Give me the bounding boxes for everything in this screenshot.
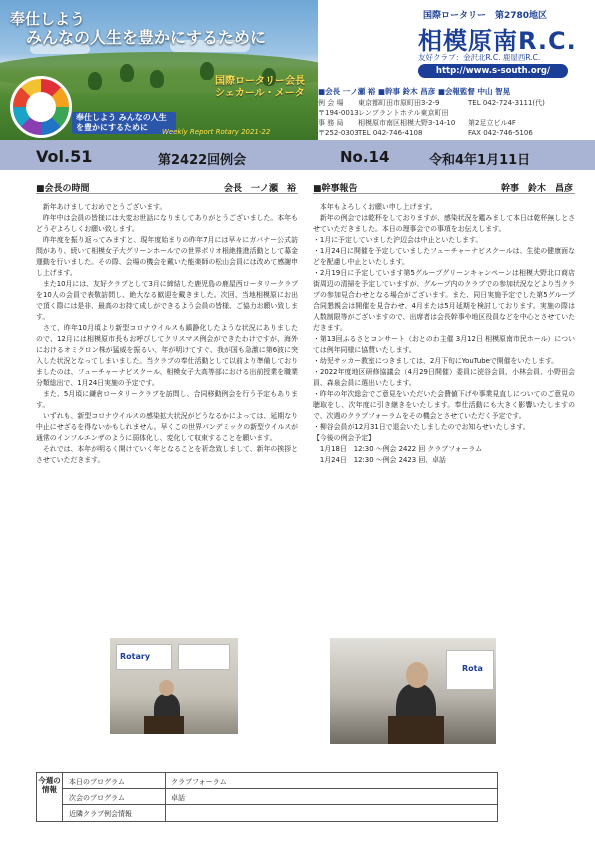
program-key: 本日のプログラム (69, 778, 125, 786)
paragraph: 新年あけましておめでとうございます。 (36, 203, 167, 211)
motto-line2: みんなの人生を豊かにするために (26, 28, 267, 47)
section-author: 会長 一ノ瀬 裕 (223, 184, 296, 194)
program-key: 近隣クラブ例会情報 (69, 810, 132, 818)
article-body (36, 202, 298, 466)
secretary-column (313, 178, 575, 466)
weekly-report-label: Weekly Report Rotary 2021-22 (162, 128, 271, 136)
volume-number: Vol.51 (36, 147, 93, 166)
paragraph: ・2月19日に予定しています第5グループグリーンキャンペーンは相模大野北口商店街周辺の清掃を予定していますが、グループ内のクラブでの参加状況などより当クラブの参加見合わせとなる場合がございます。また、同日実施予定でした第5グループ合同懇親会は開催を見合わせ、4月または5月延期を検討しております。実施の際は人数制限等がございますので、出席者は会長幹事や地区役員などを中心とさせていただきます。 (313, 269, 575, 332)
table-row (63, 805, 497, 821)
paragraph: ・柳谷会員が12月31日で退会いたしましたのでお知らせいたします。 (313, 423, 530, 431)
sister-clubs: 友好クラブ：金沢北R.C. 鹿屋西R.C. (418, 53, 541, 62)
program-value: 卓話 (171, 794, 185, 802)
section-header (36, 178, 298, 194)
rotary-theme-logo-icon (10, 76, 72, 138)
club-header (318, 0, 595, 140)
paragraph: また10月には、友好クラブとして3月に締結した鹿児島の鹿屋西ロータリークラブを10人の会員で表敬訪問し、絶大なる歓迎を戴きました。次回、当地相模原にお出で頂く際には是非、最高のお持て成しができるよう会員の皆様、ご協力お願い致します。 (36, 280, 298, 321)
table-row (63, 789, 497, 805)
paragraph: また、5月頃に鎌倉ロータリークラブを訪問し、合同移動例会を行う予定もあります。 (36, 390, 298, 409)
section-title: ■会長の時間 (36, 184, 90, 194)
info-row: 事 務 局 相模原市南区相模大野3-14-10 第2足立ビル4F (318, 119, 516, 127)
info-row: 例 会 場 東京都町田市原町田3-2-9 TEL 042-724-3111(代) (318, 99, 545, 107)
secretary-photo (330, 638, 496, 744)
ri-president-label: 国際ロータリー会長 (215, 76, 305, 87)
section-header (313, 178, 575, 194)
program-table (36, 772, 498, 822)
table-row (63, 773, 497, 789)
club-name: 相模原南R.C. (418, 27, 577, 55)
program-value: クラブフォーラム (171, 778, 227, 786)
motto-line1: 奉仕しよう (10, 10, 86, 28)
issue-number: No.14 (340, 148, 390, 166)
photo-sign-text: Rota (462, 664, 483, 673)
issue-bar (0, 140, 595, 170)
meeting-number: 第2422回例会 (158, 153, 247, 168)
paragraph: 昨年中は会員の皆様には大変お世話になりましてありがとうございました。本年もどうぞよろしくお願い致します。 (36, 214, 298, 233)
officers-line: ■会長 一ノ瀬 裕 ■幹事 鈴木 昌彦 ■会報監督 中山 智晃 (318, 87, 511, 96)
paragraph: 【今後の例会予定】 (313, 434, 376, 442)
ri-president-name: シェカール・メータ (215, 88, 305, 99)
paragraph: ・1月24日に開催を予定していましたフューチャーナビスクールは、生徒の健康面などを配慮し中止といたします。 (313, 247, 575, 266)
paragraph: ・昨年の年次総会でご意見をいただいた会費値下げや事業見直しについてのご意見の聴取をし、次年度に引き継きをいたします。奉仕活動にも大きく影響いたしますので、次週のクラブフォーラムをその機会とさせていただく予定です。 (313, 390, 575, 420)
paragraph: ・1月に予定していました沪辺会は中止といたします。 (313, 236, 483, 244)
paragraph: 1月18日 12:30 ～例会 2422 回 クラブフォーラム (313, 445, 483, 453)
header-banner (0, 0, 595, 140)
paragraph: ・第13回ふるさとコンサート（おとのわ主催 3月12日 相模原南市民ホール）については例年同様に協賛いたします。 (313, 335, 575, 354)
section-title: ■幹事報告 (313, 184, 358, 194)
paragraph: 本年もよろしくお願い申し上げます。 (313, 203, 437, 211)
district-label: 国際ロータリー 第2780地区 (423, 11, 548, 21)
paragraph: さて、昨年10月頃より新型コロナウイルスも鎮静化したような状況にありましたので、12月には相模原市長もお呼びしてクリスマス例会ができたわけですが、海外におけるオミクロン株が猛威を振るい、年が明けてすぐ、我が国も急激に第6波に突入した状況となってしまいました。当クラブの奉仕活動として以前より準備しておりましたのは、フューチャーナビスクール、相模女子大高等部における出前授業を職業分類総出で、1月24日実施の予定です。 (36, 324, 298, 387)
paragraph: 1月24日 12:30 ～例会 2423 回、卓話 (313, 456, 446, 464)
photo-sign-text: Rotary (120, 652, 151, 661)
paragraph: ・2022年度地区研修協議会（4月29日開催）委員に涜谷会員、小林会員、小野田会員、森泉会員に選出いたします。 (313, 368, 575, 387)
program-key: 次会のプログラム (69, 794, 125, 802)
paragraph: それでは、本年が明るく開けていく年となることを祈念致しまして、新年の挨拶とさせていただきます。 (36, 445, 298, 464)
paragraph: ・幼児サッカー教室につきましては、2月下旬にYouTubeで開催をいたします。 (313, 357, 559, 365)
paragraph: 新年の例会では乾杯をしておりますが、感染状況を鑑みまして本日は乾杯無しとさせていただきました。本日の理事会での事項をお伝えします。 (313, 214, 575, 233)
info-row: 〒194-0013 レンブラントホテル東京町田 (318, 109, 449, 117)
section-author: 幹事 鈴木 昌彦 (500, 184, 573, 194)
program-side-label: 今週の情報 (37, 773, 63, 821)
theme-caption: 奉仕しよう みんなの人生を豊かにするために (72, 112, 176, 134)
paragraph: いずれも、新型コロナウイルスの感染拡大状況がどうなるかによっては、延期なり中止にせざるを得ないかもしれません。早くこの世界パンデミックの新型ウイルスが通常のインフルエンザのように弱体化し、変化して収束することを願います。 (36, 412, 298, 442)
article-body (313, 202, 575, 466)
contact-info (318, 98, 595, 138)
president-column (36, 178, 298, 466)
paragraph: 昨年度を振り返ってみますと、現年度始まりの昨年7月には早々にガバナー公式訪問があり、続いて相模女子大グリーンホールでの世界ポリオ根絶推進活動として募金運動を行いました。その際、会場の機会を戴いた能楽師の松山会員には改めて感謝申し上げます。 (36, 236, 298, 277)
info-row: 〒252-0303 TEL 042-746-4108 FAX 042-746-5106 (318, 129, 533, 137)
issue-date: 令和4年1月11日 (429, 153, 531, 168)
club-url-link[interactable]: http://www.s-south.org/ (418, 64, 568, 78)
president-photo (110, 638, 238, 734)
